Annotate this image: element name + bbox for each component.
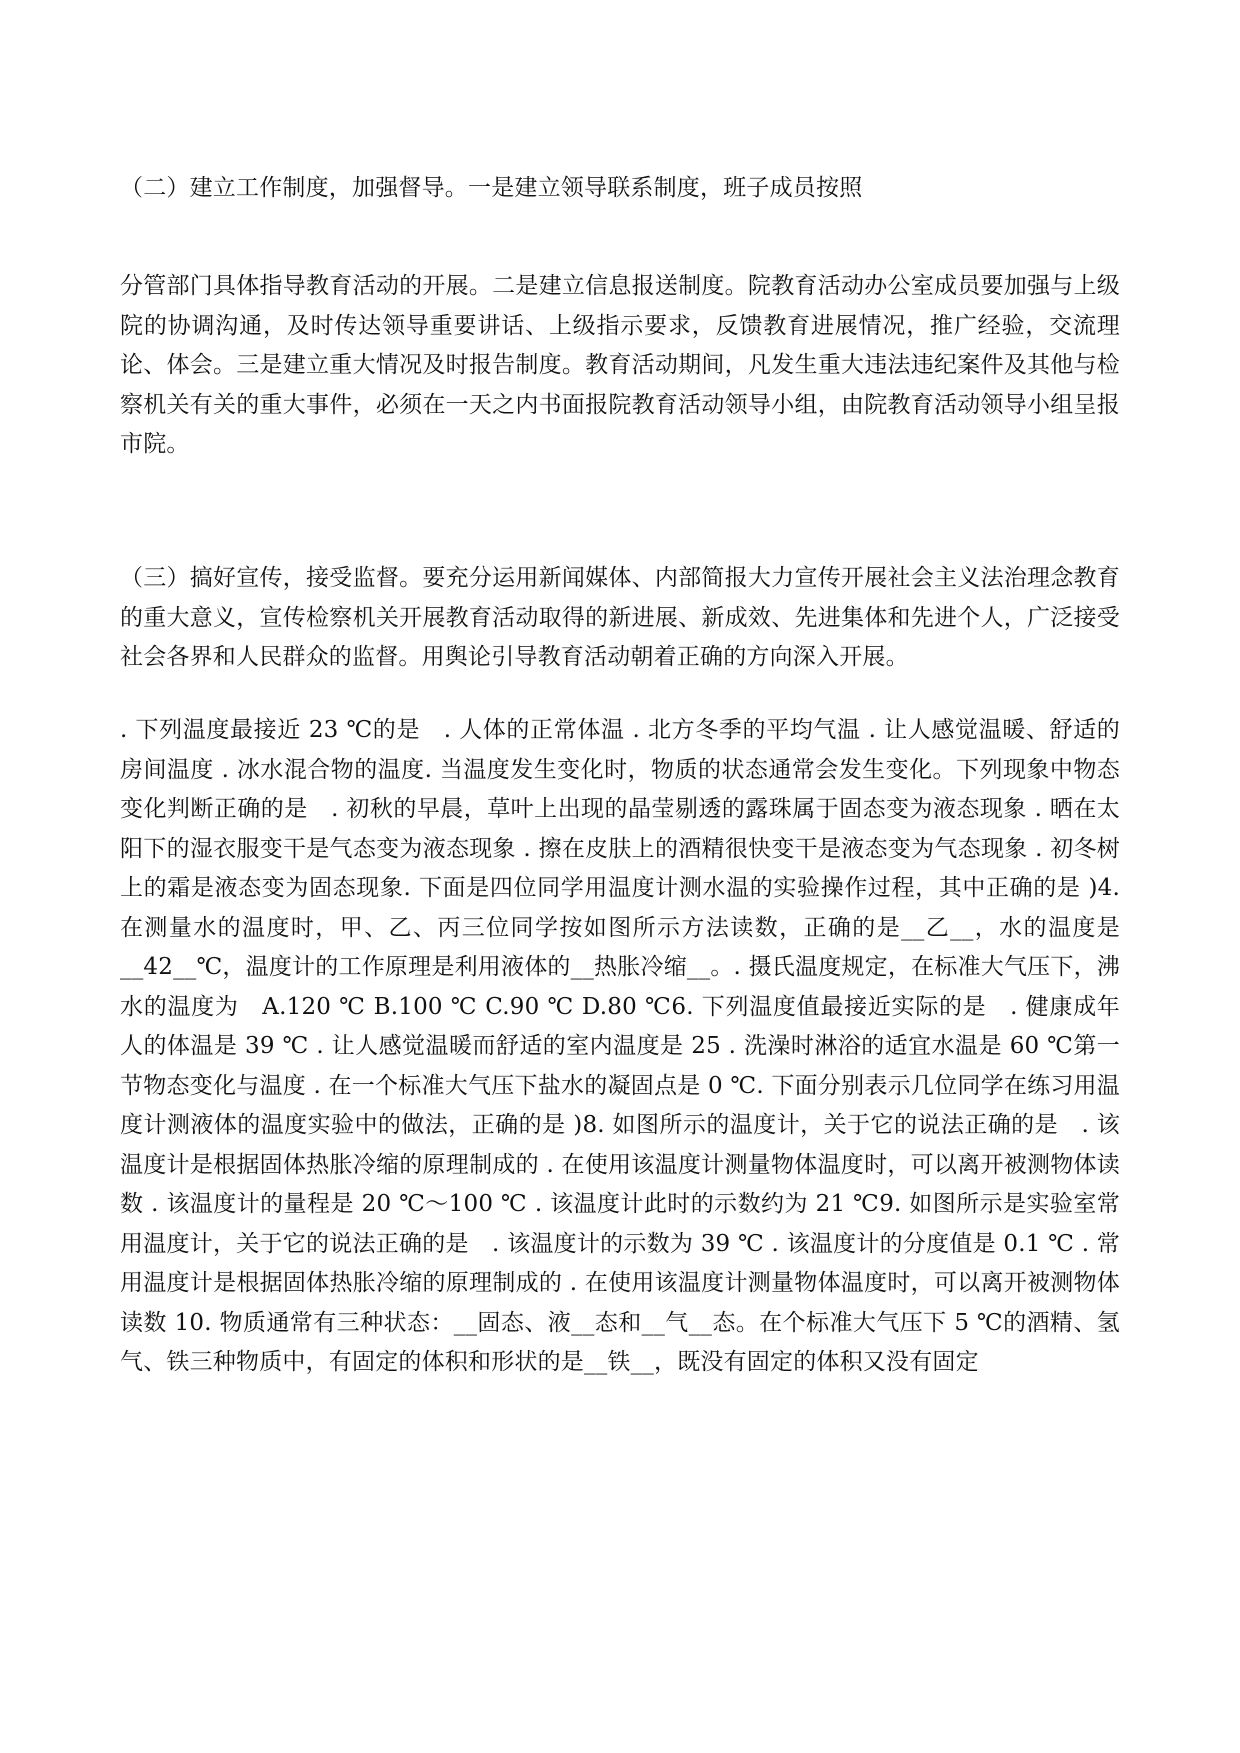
paragraph-work-system-heading: （二）建立工作制度，加强督导。一是建立领导联系制度，班子成员按照 <box>120 175 863 201</box>
paragraph-publicity-supervision: （三）搞好宣传，接受监督。要充分运用新闻媒体、内部简报大力宣传开展社会主义法治理念教育的重大意义，宣传检察机关开展教育活动取得的新进展、新成效、先进集体和先进个人，广泛接受社会各界和人民群众的监督。用舆论引导教育活动朝着正确的方向深入开展。 <box>120 565 1120 670</box>
paragraph-work-system-body: 分管部门具体指导教育活动的开展。二是建立信息报送制度。院教育活动办公室成员要加强与上级院的协调沟通，及时传达领导重要讲话、上级指示要求，反馈教育进展情况，推广经验，交流理论、体会。三是建立重大情况及时报告制度。教育活动期间，凡发生重大违法违纪案件及其他与检察机关有关的重大事件，必须在一天之内书面报院教育活动领导小组，由院教育活动领导小组呈报市院。 <box>120 273 1120 457</box>
paragraph-temperature-exercises: . 下列温度最接近 23 ℃的是 . 人体的正常体温 . 北方冬季的平均气温 . 让人感觉温暖、舒适的房间温度 . 冰水混合物的温度. 当温度发生变化时，物质的状态通常会发生变化。下列现象中物态变化判断正确的是 . 初秋的早晨，草叶上出现的晶莹剔透的露珠属于固态变为液态现象 . 晒在太阳下的湿衣服变干是气态变为液态现象 . 擦在皮肤上的酒精很快变干是液态变为气态现象 . 初冬树上的霜是液态变为固态现象. 下面是四位同学用温度计测水温的实验操作过程，其中正确的是 )4. 在测量水的温度时，甲、乙、丙三位同学按如图所示方法读数，正确的是__乙__，水的温度是__42__℃，温度计的工作原理是利用液体的__热胀冷缩__。. 摄氏温度规定，在标准大气压下，沸水的温度为 A.120 ℃ B.100 ℃ C.90 ℃ D.80 ℃6. 下列温度值最接近实际的是 . 健康成年人的体温是 39 ℃ . 让人感觉温暖而舒适的室内温度是 25 . 洗澡时淋浴的适宜水温是 60 ℃第一节物态变化与温度 . 在一个标准大气压下盐水的凝固点是 0 ℃. 下面分别表示几位同学在练习用温度计测液体的温度实验中的做法，正确的是 )8. 如图所示的温度计，关于它的说法正确的是 . 该温度计是根据固体热胀冷缩的原理制成的 . 在使用该温度计测量物体温度时，可以离开被测物体读数 . 该温度计的量程是 20 ℃～100 ℃ . 该温度计此时的示数约为 21 ℃9. 如图所示是实验室常用温度计，关于它的说法正确的是 . 该温度计的示数为 39 ℃ . 该温度计的分度值是 0.1 ℃ . 常用温度计是根据固体热胀冷缩的原理制成的 . 在使用该温度计测量物体温度时，可以离开被测物体读数 10. 物质通常有三种状态：__固态、液__态和__气__态。在个标准大气压下 5 ℃的酒精、氢气、铁三种物质中，有固定的体积和形状的是__铁__，既没有固定的体积又没有固定 <box>120 717 1120 1375</box>
